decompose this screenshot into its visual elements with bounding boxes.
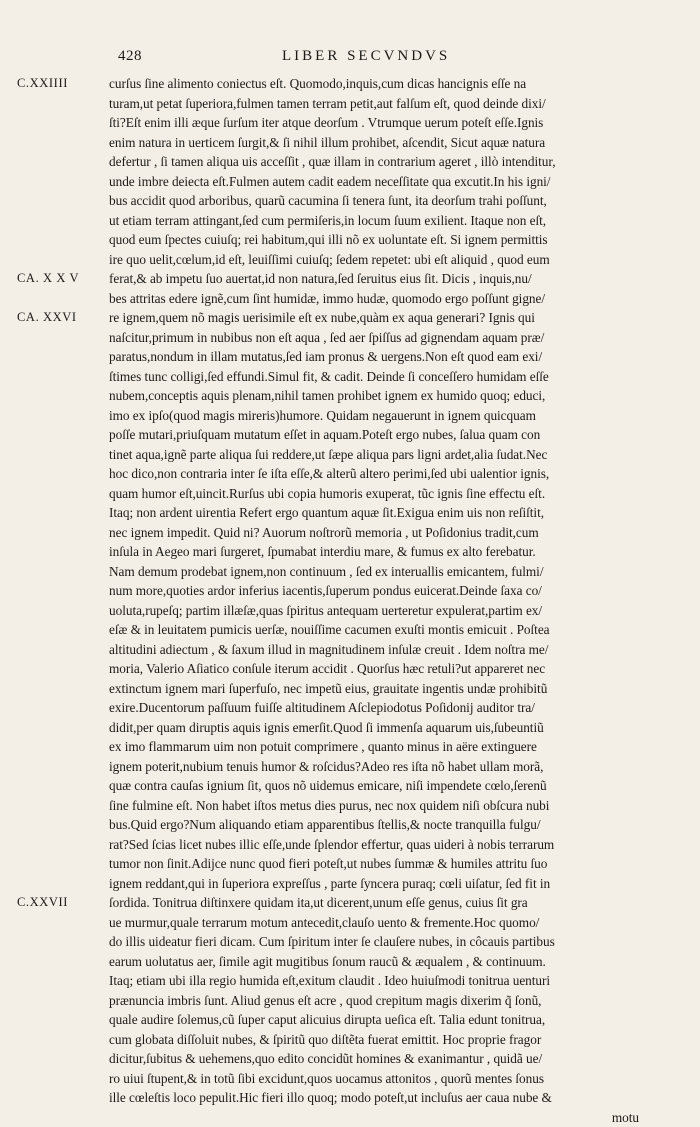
- text-line: [109, 289, 639, 309]
- text-line: [109, 542, 639, 562]
- chapter-margin-label: C.XXIIII: [17, 74, 68, 94]
- text-line: [109, 1069, 639, 1089]
- line-text: nubem,conceptis aquis plenam,nihil tamen prohibet ignem ex humido quoq; educi,: [109, 388, 545, 403]
- text-line: [109, 445, 639, 465]
- line-text: bus.Quid ergo?Num aliquando etiam apparentibus ſtellis,& nocte tranquilla fulgu/: [109, 817, 541, 832]
- text-line: [109, 230, 639, 250]
- line-text: defertur , ſi tamen aliqua uis acceſſit , quæ illam in contrarium ageret , illò intenditur,: [109, 154, 556, 169]
- text-line: [109, 854, 639, 874]
- line-text: ferat,& ab impetu ſuo auertat,id non natura,ſed ſeruitus eius ſit. Dicis , inquis,nu/: [109, 271, 532, 286]
- catchword-line: [109, 1108, 639, 1127]
- text-line: [109, 757, 639, 777]
- chapter-margin-label: CA. XXVI: [17, 308, 77, 328]
- page-header: [118, 48, 638, 70]
- text-line: [109, 815, 639, 835]
- line-text: ſordida. Tonitrua diſtinxere quidam ita,ut dicerent,unum eſſe genus, cuius ſit gra: [109, 895, 528, 910]
- running-title: LIBER SECVNDVS: [282, 48, 450, 65]
- text-line: [109, 74, 639, 94]
- line-text: ignem poterit,nubium tenuis humor & roſcidus?Adeo res iſta nõ habet ullam morã,: [109, 759, 543, 774]
- text-line: [109, 913, 639, 933]
- line-text: nec ignem impedit. Quid ni? Auorum noſtrorũ memoria , ut Poſidonius tradit,cum: [109, 525, 539, 540]
- catchword: motu: [612, 1110, 639, 1125]
- text-line: [109, 562, 639, 582]
- line-text: Nam demum prodebat ignem,non continuum , ſed ex interuallis emicantem, fulmi/: [109, 564, 543, 579]
- text-line: [109, 1049, 639, 1069]
- line-text: bus accidit quod arboribus, quarũ cacumina ſi tenera ſunt, ita deorſum trahi poſſunt,: [109, 193, 547, 208]
- text-line: [109, 113, 639, 133]
- line-text: unde imbre deiecta eſt.Fulmen autem cadit eadem neceſſitate qua excutit.In his igni/: [109, 174, 550, 189]
- text-line: [109, 640, 639, 660]
- text-line: [109, 269, 639, 289]
- line-text: ire quo uelit,cœlum,id eſt, leuiſſimi cuiuſq; ſedem repetet: ubi eſt aliquid , quod eum: [109, 252, 550, 267]
- line-text: ut etiam terram attingant,ſed cum permiſeris,in locum ſuum exilient. Itaque non eſt,: [109, 213, 546, 228]
- line-text: num more,quoties ardor inferius iacentis,ſuperum pondus euicerat.Deinde ſaxa co/: [109, 583, 542, 598]
- text-line: [109, 620, 639, 640]
- text-line: [109, 367, 639, 387]
- text-line: [109, 1030, 639, 1050]
- text-line: [109, 250, 639, 270]
- line-text: inſula in Aegeo mari ſurgeret, ſpumabat interdiu mare, & fumus ex alto ferebatur.: [109, 544, 536, 559]
- line-text: ſti?Eſt enim illi æque ſurſum iter atque deorſum . Vtrumque uerum poteſt eſſe.Ignis: [109, 115, 543, 130]
- text-line: [109, 172, 639, 192]
- text-line: [109, 835, 639, 855]
- text-line: [109, 152, 639, 172]
- text-line: [109, 308, 639, 328]
- text-line: [109, 776, 639, 796]
- line-text: poſſe mutari,priuſquam mutatum eſſet in aquam.Poteſt ergo nubes, ſalua quam con: [109, 427, 540, 442]
- line-text: imo ex ipſo(quod magis mireris)humore. Quidam negauerunt in ignem quicquam: [109, 408, 536, 423]
- chapter-margin-label: CA. X X V: [17, 269, 79, 289]
- line-text: didit,per quam diruptis aquis ignis emerſit.Quod ſi immenſa aquarum uis,ſubeuntiũ: [109, 720, 544, 735]
- text-line: [109, 211, 639, 231]
- text-line: [109, 406, 639, 426]
- chapter-margin-label: C.XXVII: [17, 893, 68, 913]
- line-text: Itaq; non ardent uirentia Refert ergo quantum aquæ ſit.Exigua enim uis non reſiſtit,: [109, 505, 544, 520]
- line-text: cum globata diſſoluit nubes, & ſpiritũ quo diſtẽta fuerat emittit. Hoc proprie fragor: [109, 1032, 541, 1047]
- text-line: [109, 484, 639, 504]
- text-line: [109, 659, 639, 679]
- text-line: [109, 601, 639, 621]
- text-line: [109, 1088, 639, 1108]
- text-line: [109, 1010, 639, 1030]
- text-line: [109, 425, 639, 445]
- text-line: [109, 347, 639, 367]
- line-text: ſine fulmine eſt. Non habet iſtos metus dies purus, nec nox quidem niſi obſcura nubi: [109, 798, 549, 813]
- line-text: earum uolutatus aer, ſimile agit mugitibus ſonum raucũ & æqualem , & continuum.: [109, 954, 546, 969]
- line-text: ex imo flammarum uim non potuit comprimere , quanto minus in aëre extinguere: [109, 739, 537, 754]
- line-text: quale audire ſolemus,cũ ſuper caput alicuius dirupta ueſica eſt. Talia edunt tonitrua,: [109, 1012, 545, 1027]
- text-line: [109, 328, 639, 348]
- line-text: curſus ſine alimento coniectus eſt. Quomodo,inquis,cum dicas hancignis eſſe na: [109, 76, 526, 91]
- text-line: [109, 737, 639, 757]
- line-text: paratus,nondum in illam mutatus,ſed iam pronus & uergens.Non eſt quod eam exi/: [109, 349, 542, 364]
- line-text: extinctum ignem mari ſuperfuſo, nec impetũ eius, grauitate ingentis undæ prohibitũ: [109, 681, 547, 696]
- text-line: [109, 386, 639, 406]
- line-text: ro uiui ſtupent,& in totũ ſibi excidunt,quos uocamus attonitos , quorũ mentes ſonus: [109, 1071, 544, 1086]
- text-line: [109, 581, 639, 601]
- line-text: re ignem,quem nõ magis uerisimile eſt ex nube,quàm ex aqua generari? Ignis qui: [109, 310, 535, 325]
- body-text: [109, 74, 639, 1127]
- text-line: [109, 133, 639, 153]
- text-line: [109, 698, 639, 718]
- text-line: [109, 952, 639, 972]
- text-line: [109, 991, 639, 1011]
- line-text: ue murmur,quale terrarum motum antecedit,clauſo uento & fremente.Hoc quomo/: [109, 915, 539, 930]
- text-line: [109, 932, 639, 952]
- text-line: [109, 191, 639, 211]
- line-text: prænuncia imbris ſunt. Aliud genus eſt acre , quod crepitum magis dixerim q̃ ſonũ,: [109, 993, 541, 1008]
- line-text: do illis uideatur fieri dicam. Cum ſpiritum inter ſe clauſere nubes, in côcauis partibus: [109, 934, 555, 949]
- line-text: uoluta,rupeſq; partim illæſæ,quas ſpiritus antequam uerteretur expulerat,partim ex/: [109, 603, 542, 618]
- text-line: [109, 679, 639, 699]
- text-line: [109, 94, 639, 114]
- line-text: altitudini adiectum , & ſaxum illud in magnitudinem inſulæ creuit . Idem noſtra me/: [109, 642, 548, 657]
- text-line: [109, 464, 639, 484]
- line-text: tumor non ſinit.Adijce nunc quod fieri poteſt,ut nubes ſummæ & humiles attritu ſuo: [109, 856, 547, 871]
- line-text: tinet aqua,ignẽ parte aliqua ſui reddere,ut ſæpe aliqua pars ligni ardet,alia ſudat.Nec: [109, 447, 547, 462]
- text-line: [109, 893, 639, 913]
- line-text: exire.Ducentorum paſſuum fuiſſe altitudinem Aſclepiodotus Poſidonij auditor tra/: [109, 700, 535, 715]
- text-line: [109, 971, 639, 991]
- line-text: quod eum ſpectes cuiuſq; rei habitum,qui illi nõ ex uoluntate eſt. Si ignem permittis: [109, 232, 548, 247]
- text-line: [109, 796, 639, 816]
- line-text: Itaq; etiam ubi illa regio humida eſt,exitum claudit . Ideo huiuſmodi tonitrua uenturi: [109, 973, 550, 988]
- text-line: [109, 874, 639, 894]
- line-text: dicitur,ſubitus & uehemens,quo edito concidũt homines & exanimantur , quidã ue/: [109, 1051, 542, 1066]
- line-text: turam,ut petat ſuperiora,fulmen tamen terram petit,aut falſum eſt, quod deinde dixi/: [109, 96, 546, 111]
- line-text: rat?Sed ſcias licet nubes illic eſſe,unde ſplendor effertur, quas uideri à nobis terrarum: [109, 837, 554, 852]
- line-text: moria, Valerio Aſiatico conſule iterum accidit . Quorſus hæc retuli?ut appareret nec: [109, 661, 545, 676]
- line-text: quam humor eſt,uincit.Rurſus ubi copia humoris exuperat, tũc ignis ſine effectu eſt.: [109, 486, 545, 501]
- line-text: ille cœleſtis loco pepulit.Hic fieri illo quoq; modo poteſt,ut incluſus aer caua nube &: [109, 1090, 552, 1105]
- line-text: naſcitur,primum in nubibus non eſt aqua , ſed aer ſpiſſus ad gignendam aquam præ/: [109, 330, 544, 345]
- line-text: ſtimes tunc colligi,ſed effundi.Simul fit, & cadit. Deinde ſi conceſſero humidam eſſe: [109, 369, 549, 384]
- line-text: eſæ & in leuitatem pumicis uerſæ, nouiſſime cacumen exuſti montis emicuit . Poſtea: [109, 622, 550, 637]
- line-text: enim natura in uerticem ſurgit,& ſi nihil illum prohibet, aſcendit, Sicut aquæ natura: [109, 135, 545, 150]
- line-text: quæ contra cauſas ignium ſit, quos nõ uidemus emicare, niſi impendete cœlo,ſerenũ: [109, 778, 547, 793]
- line-text: hoc dico,non contraria inter ſe iſta eſſe,& alterũ altero perimi,ſed ubi ualentior ignis,: [109, 466, 549, 481]
- page-number: 428: [118, 48, 142, 65]
- line-text: bes attritas edere ignẽ,cum ſint humidæ, immo hudæ, quomodo ergo poſſunt gigne/: [109, 291, 545, 306]
- text-line: [109, 503, 639, 523]
- line-text: ignem reddant,qui in ſuperiora expreſſus , parte ſyncera puraq; cœli uiſatur, ſed fit in: [109, 876, 550, 891]
- text-line: [109, 718, 639, 738]
- text-line: [109, 523, 639, 543]
